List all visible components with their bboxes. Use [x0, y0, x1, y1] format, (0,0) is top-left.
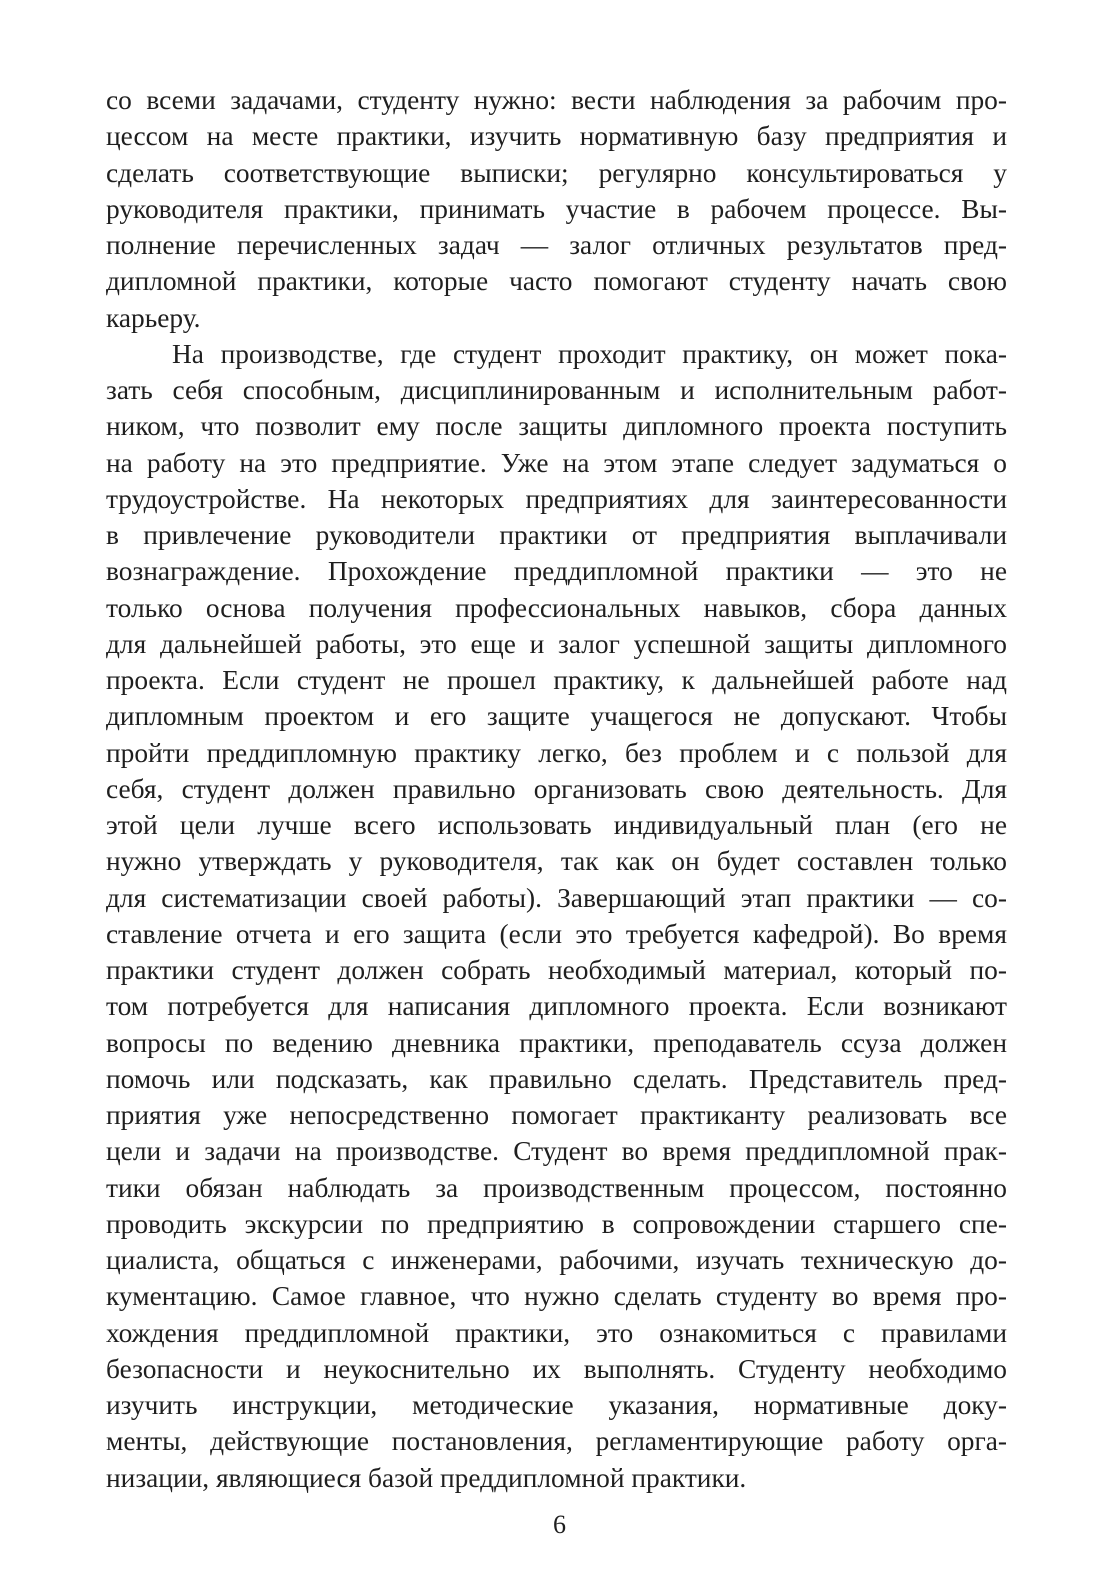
- text-line: дипломной практики, которые часто помогают студенту начать свою: [106, 266, 1007, 297]
- text-line: полнение перечисленных задач — залог отличных результатов пред-: [106, 230, 1007, 260]
- text-line: практики студент должен собрать необходимый материал, который по-: [106, 955, 1007, 985]
- text-line: кументацию. Самое главное, что нужно сделать студенту во время про-: [106, 1281, 1007, 1312]
- text-line: карьеру.: [106, 302, 201, 333]
- text-line: себя, студент должен правильно организовать свою деятельность. Для: [106, 773, 1007, 804]
- text-line: дипломным проектом и его защите учащегося не допускают. Чтобы: [106, 701, 1007, 732]
- text-line: менты, действующие постановления, регламентирующие работу орга-: [106, 1426, 1007, 1457]
- text-line: для дальнейшей работы, это еще и залог успешной защиты дипломного: [106, 628, 1007, 659]
- text-line: тики обязан наблюдать за производственным процессом, постоянно: [106, 1172, 1007, 1203]
- text-line: проекта. Если студент не прошел практику, к дальнейшей работе над: [106, 665, 1007, 695]
- text-line: помочь или подсказать, как правильно сделать. Представитель пред-: [106, 1063, 1007, 1094]
- text-line: ставление отчета и его защита (если это требуется кафедрой). Во время: [106, 918, 1007, 949]
- text-line: зать себя способным, дисциплинированным и исполнительным работ-: [106, 375, 1007, 405]
- text-line: на работу на это предприятие. Уже на этом этапе следует задуматься о: [106, 447, 1007, 478]
- paragraph-2: [106, 336, 1007, 1496]
- text-line: пройти преддипломную практику легко, без проблем и с пользой для: [106, 737, 1007, 768]
- text-line: ником, что позволит ему после защиты дипломного проекта поступить: [106, 411, 1007, 442]
- text-line: проводить экскурсии по предприятию в сопровождении старшего спе-: [106, 1208, 1007, 1239]
- page-number: 6: [553, 1510, 566, 1539]
- text-line: хождения преддипломной практики, это ознакомиться с правилами: [106, 1317, 1007, 1348]
- text-line: приятия уже непосредственно помогает практиканту реализовать все: [106, 1100, 1007, 1130]
- paragraph-1: [106, 82, 1007, 336]
- text-line: нужно утверждать у руководителя, так как он будет составлен только: [106, 846, 1007, 877]
- text-line: изучить инструкции, методические указания, нормативные доку-: [106, 1390, 1007, 1420]
- body-text: [106, 82, 1007, 1496]
- text-line: низации, являющиеся базой преддипломной практики.: [106, 1462, 747, 1493]
- text-line: трудоустройстве. На некоторых предприятиях для заинтересованности: [106, 483, 1007, 514]
- text-line: циалиста, общаться с инженерами, рабочими, изучать техническую до-: [106, 1245, 1007, 1275]
- text-line: только основа получения профессиональных навыков, сбора данных: [106, 592, 1007, 623]
- text-line: для систематизации своей работы). Завершающий этап практики — со-: [106, 882, 1007, 913]
- text-line: в привлечение руководители практики от предприятия выплачивали: [106, 520, 1007, 550]
- text-line: вопросы по ведению дневника практики, преподаватель ссуза должен: [106, 1027, 1007, 1058]
- text-line: вознаграждение. Прохождение преддипломной практики — это не: [106, 556, 1007, 587]
- text-line: цели и задачи на производстве. Студент во время преддипломной прак-: [106, 1136, 1007, 1167]
- text-line: безопасности и неукоснительно их выполнять. Студенту необходимо: [106, 1353, 1007, 1384]
- text-line: сделать соответствующие выписки; регулярно консультироваться у: [106, 157, 1007, 188]
- text-line: руководителя практики, принимать участие в рабочем процессе. Вы-: [106, 193, 1007, 224]
- text-line: На производстве, где студент проходит практику, он может пока-: [172, 338, 1007, 369]
- text-line: цессом на месте практики, изучить нормативную базу предприятия и: [106, 121, 1007, 152]
- text-line: том потребуется для написания дипломного проекта. Если возникают: [106, 991, 1007, 1022]
- text-line: этой цели лучше всего использовать индивидуальный план (его не: [106, 810, 1007, 840]
- text-line: со всеми задачами, студенту нужно: вести наблюдения за рабочим про-: [106, 85, 1007, 115]
